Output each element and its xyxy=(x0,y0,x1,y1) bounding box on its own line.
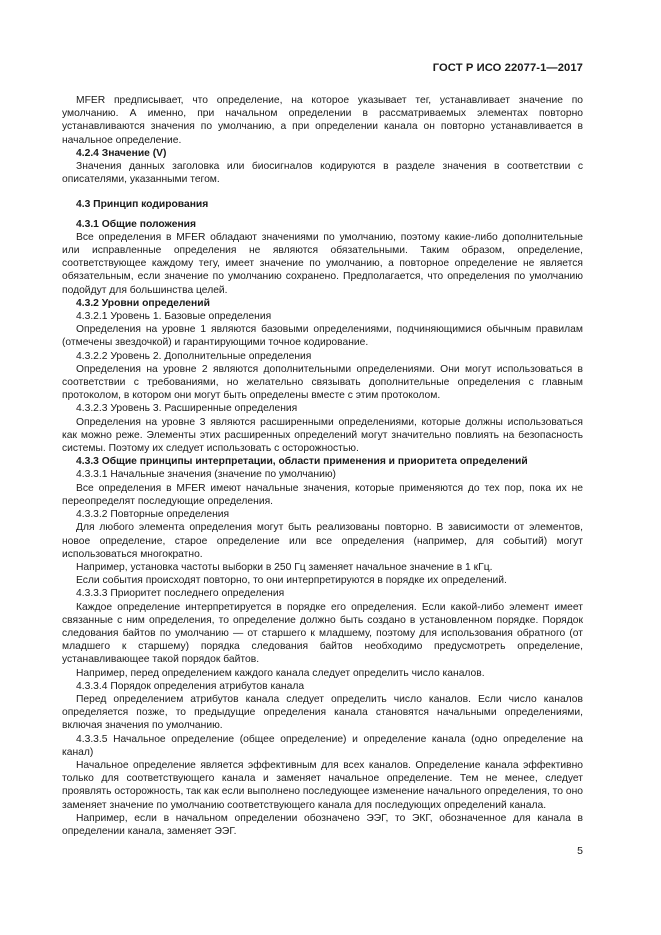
paragraph: Например, если в начальном определении обозначено ЭЭГ, то ЭКГ, обозначенное для канала в определении канала, заменяет ЭЭГ. xyxy=(62,812,583,837)
paragraph: Каждое определение интерпретируется в порядке его определения. Если какой-либо элемент имеет связанные с ним определения, то определение должно быть создано в установленном порядке. Порядок следования байтов по умолчанию — от старшего к младшему, поэтому для использования обратного (от младшего к старшему) порядка следования байтов необходимо предусмотреть определение, устанавливающее такой порядок байтов. xyxy=(62,601,583,666)
paragraph: Перед определением атрибутов канала следует определить число каналов. Если число каналов определяется позже, то предыдущие определения канала становятся начальными определениями, включая значения по умолчанию. xyxy=(62,693,583,732)
subsection-heading: 4.3.2.3 Уровень 3. Расширенные определения xyxy=(76,403,298,415)
paragraph: Начальное определение является эффективным для всех каналов. Определение канала эффективно только для соответствующего канала и заменяет начальное определение. Тем не менее, следует проявлять осторожность, так как если выполнено последующее изменение начального определения, то оно заменяет значение по умолчанию соответствующего канала для последующих определений канала. xyxy=(62,759,583,811)
paragraph: Все определения в MFER обладают значениями по умолчанию, поэтому какие-либо дополнительные или исправленные определения не являются обязательными. Таким образом, определение, соответствующее каждому тегу, имеет значение по умолчанию, а повторное определение не является обязательным, если значение по умолчанию сохранено. Предполагается, что определения по умолчанию подойдут для большинства целей. xyxy=(62,231,583,296)
paragraph: MFER предписывает, что определение, на которое указывает тег, устанавливает значение по умолчанию. А именно, при начальном определении в рассматриваемых элементах повторно устанавливаются значения по умолчанию, а при определении канала он повторно устанавливается в начальное определение. xyxy=(62,95,583,146)
paragraph: Определения на уровне 3 являются расширенными определениями, которые должны использоваться как можно реже. Элементы этих расширенных определений могут значительно повлиять на безопасность системы. Поэтому их следует использовать с осторожностью. xyxy=(62,416,583,455)
paragraph: Определения на уровне 2 являются дополнительными определениями. Они могут использоваться в соответствии с требованиями, но желательно связывать дополнительные определения с главным протоколом, в котором они могут быть определены вместе с этим протоколом. xyxy=(62,363,583,402)
paragraph: Все определения в MFER имеют начальные значения, которые применяются до тех пор, пока их не переопределят последующие определения. xyxy=(62,482,583,507)
standard-designation: ГОСТ Р ИСО 22077-1—2017 xyxy=(432,62,583,74)
section-heading: 4.3.3 Общие принципы интерпретации, области применения и приоритета определений xyxy=(76,456,528,468)
paragraph: Если события происходят повторно, то они интерпретируются в порядке их определений. xyxy=(76,575,507,587)
document-body xyxy=(62,94,583,838)
section-heading: 4.2.4 Значение (V) xyxy=(76,147,167,159)
paragraph: Например, установка частоты выборки в 250 Гц заменяет начальное значение в 1 кГц. xyxy=(76,561,493,573)
subsection-heading: 4.3.3.5 Начальное определение (общее определение) и определение канала (одно определение на канал) xyxy=(62,733,583,758)
subsection-heading: 4.3.3.4 Порядок определения атрибутов канала xyxy=(76,680,305,692)
paragraph: Значения данных заголовка или биосигналов кодируются в разделе значения в соответствии с описателями, указанными тегом. xyxy=(62,161,583,186)
paragraph: Определения на уровне 1 являются базовыми определениями, подчиняющимися обычным правилам (отмечены звездочкой) и гарантирующими точное кодирование. xyxy=(62,324,583,349)
section-heading: 4.3 Принцип кодирования xyxy=(76,199,209,211)
section-heading: 4.3.1 Общие положения xyxy=(76,218,196,230)
paragraph: Например, перед определением каждого канала следует определить число каналов. xyxy=(76,667,485,679)
paragraph: Для любого элемента определения могут быть реализованы повторно. В зависимости от элементов, новое определение, старое определение или все определения (например, для событий) могут использоваться многократно. xyxy=(62,522,583,560)
section-heading: 4.3.2 Уровни определений xyxy=(76,297,210,309)
subsection-heading: 4.3.2.1 Уровень 1. Базовые определения xyxy=(76,311,272,323)
page-number: 5 xyxy=(577,845,583,857)
subsection-heading: 4.3.3.3 Приоритет последнего определения xyxy=(76,588,285,600)
subsection-heading: 4.3.2.2 Уровень 2. Дополнительные определения xyxy=(76,350,312,362)
subsection-heading: 4.3.3.1 Начальные значения (значение по умолчанию) xyxy=(76,469,336,481)
subsection-heading: 4.3.3.2 Повторные определения xyxy=(76,509,230,521)
